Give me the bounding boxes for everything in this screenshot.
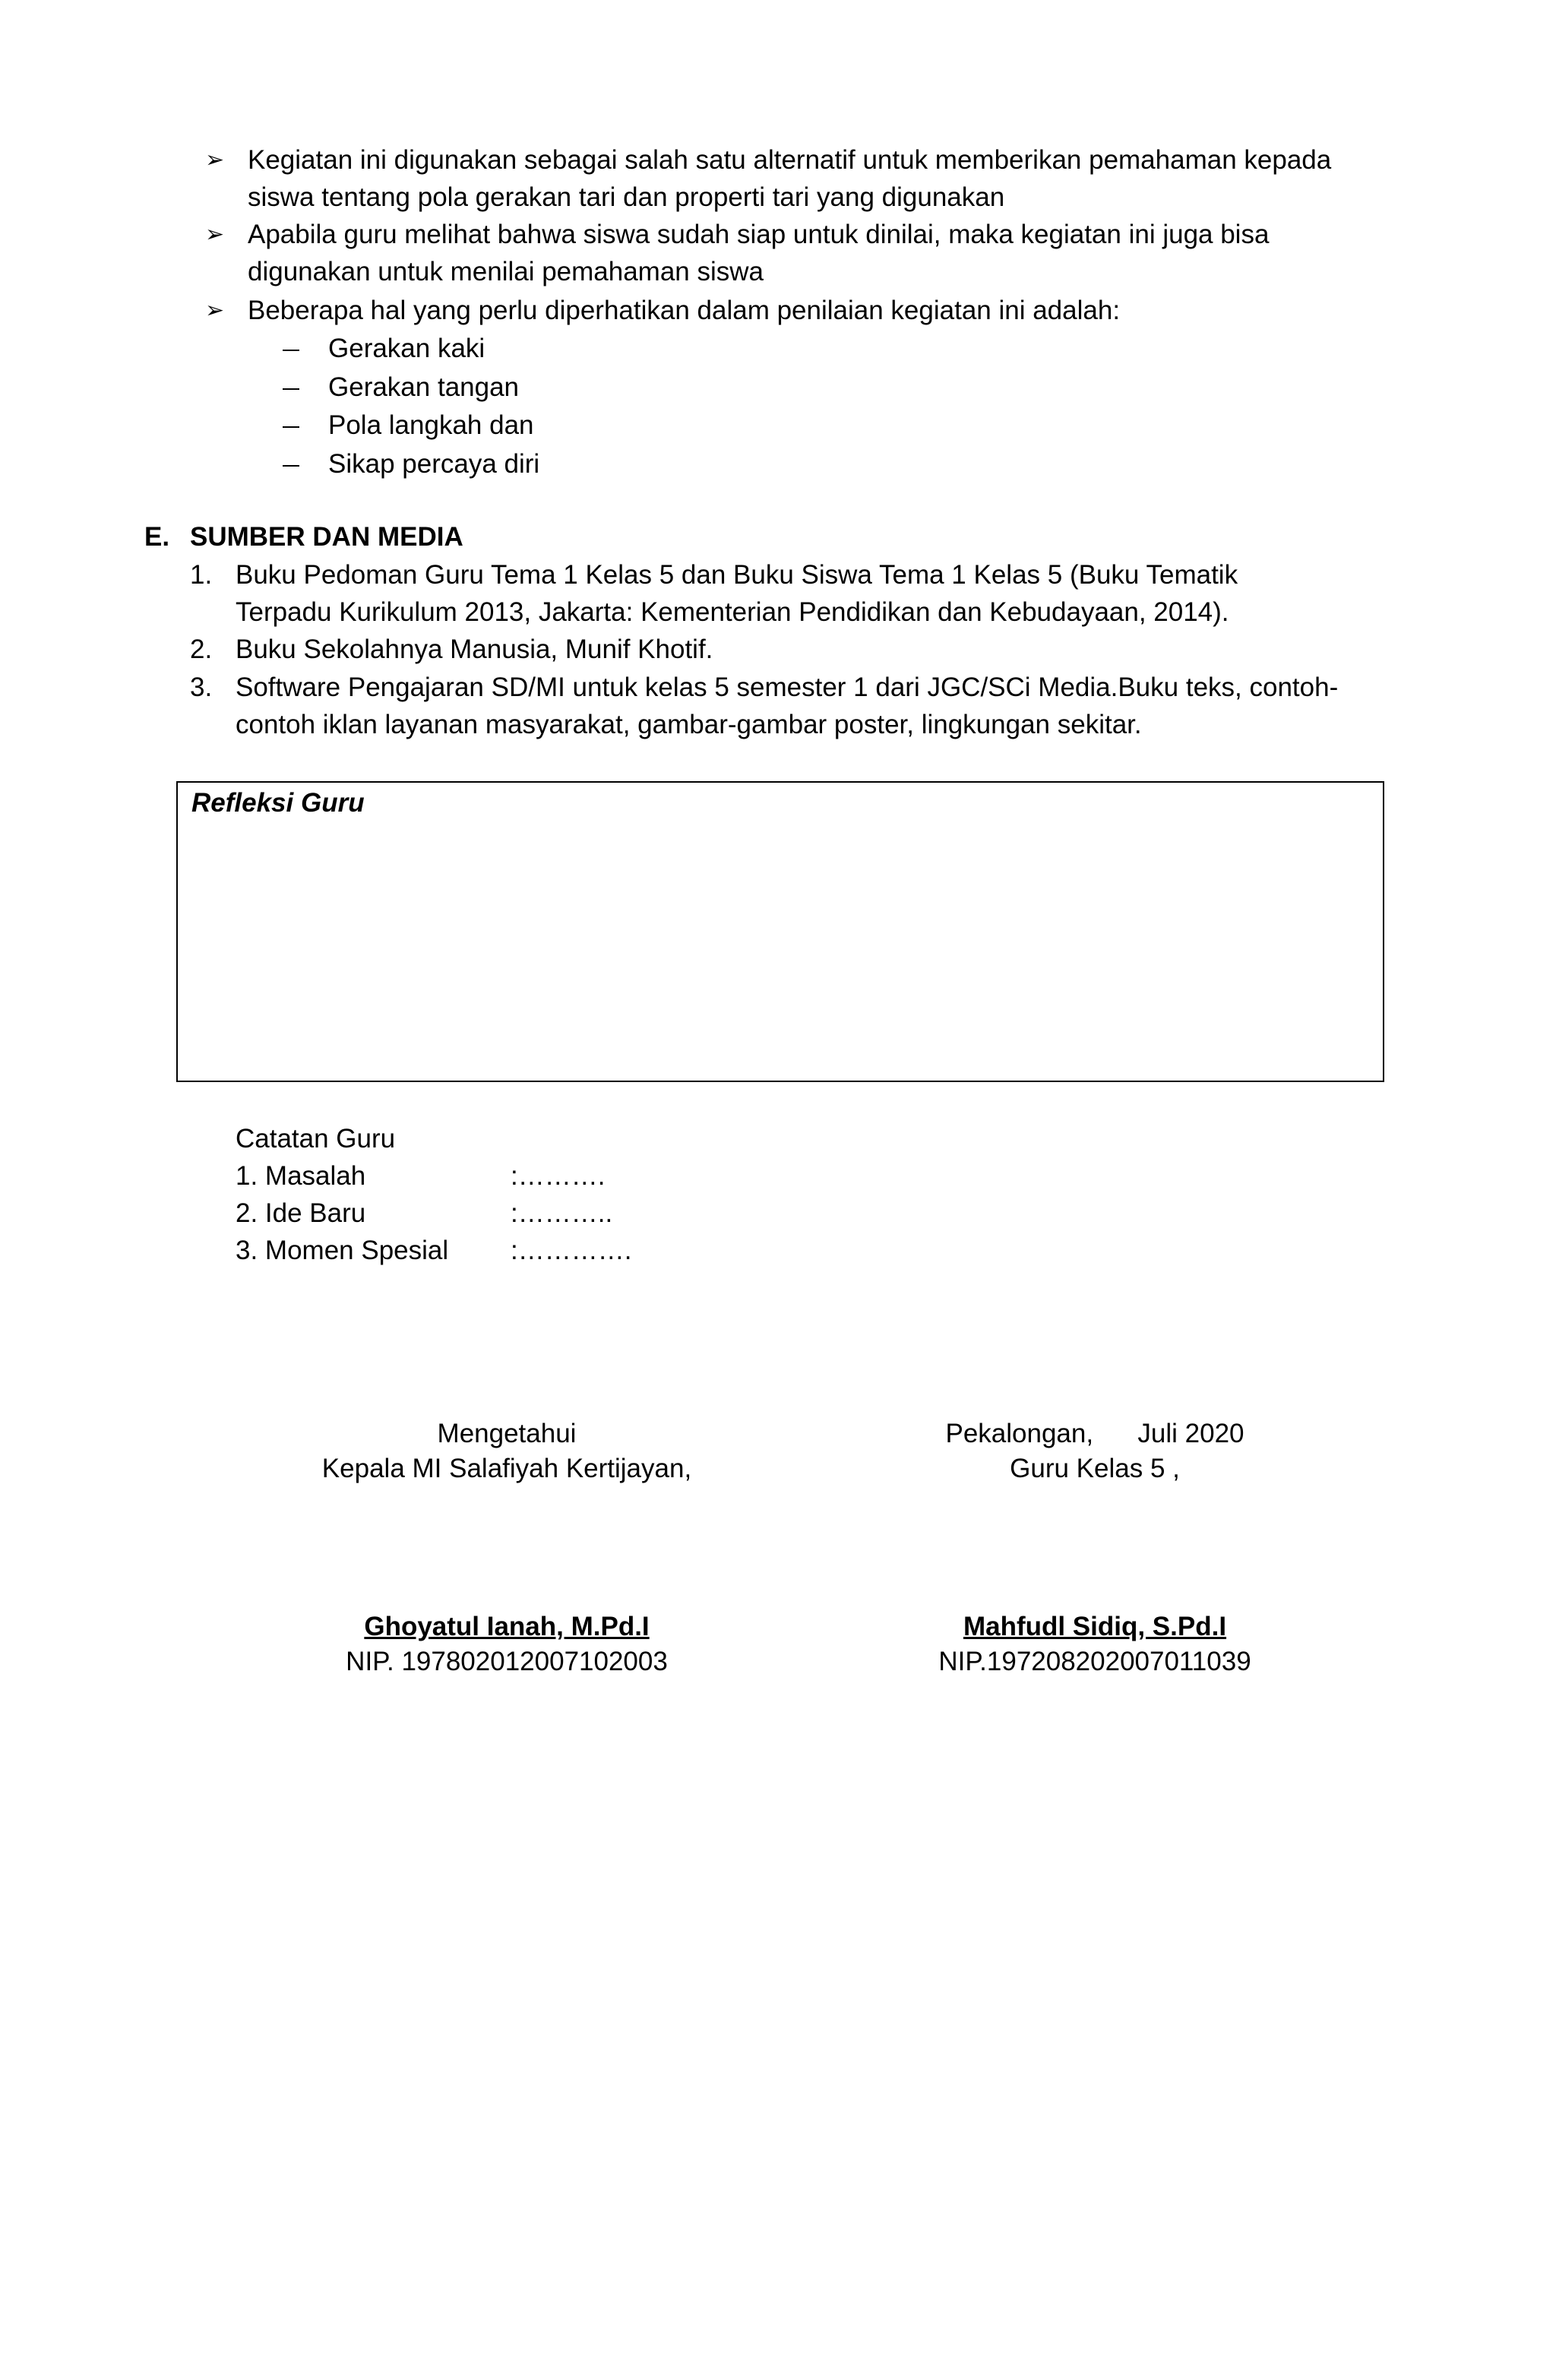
- bullet-2-line-1: Apabila guru melihat bahwa siswa sudah siap untuk dinilai, maka kegiatan ini juga bisa: [248, 220, 1270, 249]
- signature-right-nip: NIP.197208202007011039: [938, 1647, 1251, 1676]
- arrow-bullet-icon: ➢: [205, 297, 225, 324]
- signature-right-line-2: Guru Kelas 5 ,: [1010, 1454, 1180, 1483]
- source-number: 2.: [190, 635, 213, 664]
- notes-title: Catatan Guru: [236, 1124, 396, 1154]
- reflection-box: [176, 781, 1384, 1082]
- reflection-title: Refleksi Guru: [191, 788, 365, 818]
- arrow-bullet-icon: ➢: [205, 221, 225, 248]
- signature-left-line-2: Kepala MI Salafiyah Kertijayan,: [321, 1454, 692, 1483]
- signature-right-line-1: Pekalongan, Juli 2020: [945, 1419, 1244, 1448]
- signature-left-nip: NIP. 197802012007102003: [346, 1647, 668, 1676]
- bullet-3-line-1: Beberapa hal yang perlu diperhatikan dalam penilaian kegiatan ini adalah:: [248, 296, 1121, 325]
- note-label: 3. Momen Spesial: [236, 1236, 449, 1265]
- source-item-1-line-1: Buku Pedoman Guru Tema 1 Kelas 5 dan Buku Siswa Tema 1 Kelas 5 (Buku Tematik: [236, 560, 1238, 590]
- dash-item: Pola langkah dan: [328, 410, 534, 440]
- note-label: 1. Masalah: [236, 1161, 366, 1191]
- source-item-1-line-2: Terpadu Kurikulum 2013, Jakarta: Kementerian Pendidikan dan Kebudayaan, 2014).: [236, 597, 1229, 627]
- section-title: SUMBER DAN MEDIA: [190, 522, 463, 552]
- note-label: 2. Ide Baru: [236, 1198, 366, 1228]
- note-value: :………….: [511, 1236, 632, 1265]
- dash-bullet-icon: [283, 330, 299, 367]
- source-number: 3.: [190, 673, 213, 702]
- dash-item: Gerakan kaki: [328, 334, 485, 363]
- bullet-2-line-2: digunakan untuk menilai pemahaman siswa: [248, 257, 764, 286]
- bullet-1-line-2: siswa tentang pola gerakan tari dan properti tari yang digunakan: [248, 182, 1005, 212]
- source-item-2-line-1: Buku Sekolahnya Manusia, Munif Khotif.: [236, 635, 713, 664]
- dash-bullet-icon: [283, 445, 299, 483]
- dash-bullet-icon: [283, 407, 299, 444]
- source-item-3-line-1: Software Pengajaran SD/MI untuk kelas 5 semester 1 dari JGC/SCi Media.Buku teks, contoh-: [236, 673, 1339, 702]
- note-value: :……….: [511, 1161, 606, 1191]
- dash-item: Gerakan tangan: [328, 372, 520, 402]
- note-value: :………..: [511, 1198, 613, 1228]
- source-number: 1.: [190, 560, 213, 590]
- section-letter: E.: [144, 522, 170, 552]
- arrow-bullet-icon: ➢: [205, 147, 225, 173]
- signature-left-name: Ghoyatul Ianah, M.Pd.I: [364, 1612, 650, 1641]
- signature-right-name: Mahfudl Sidiq, S.Pd.I: [963, 1612, 1227, 1641]
- bullet-1-line-1: Kegiatan ini digunakan sebagai salah satu alternatif untuk memberikan pemahaman kepada: [248, 145, 1332, 175]
- source-item-3-line-2: contoh iklan layanan masyarakat, gambar-gambar poster, lingkungan sekitar.: [236, 710, 1142, 739]
- dash-bullet-icon: [283, 369, 299, 406]
- signature-left-line-1: Mengetahui: [437, 1419, 577, 1448]
- dash-item: Sikap percaya diri: [328, 449, 540, 479]
